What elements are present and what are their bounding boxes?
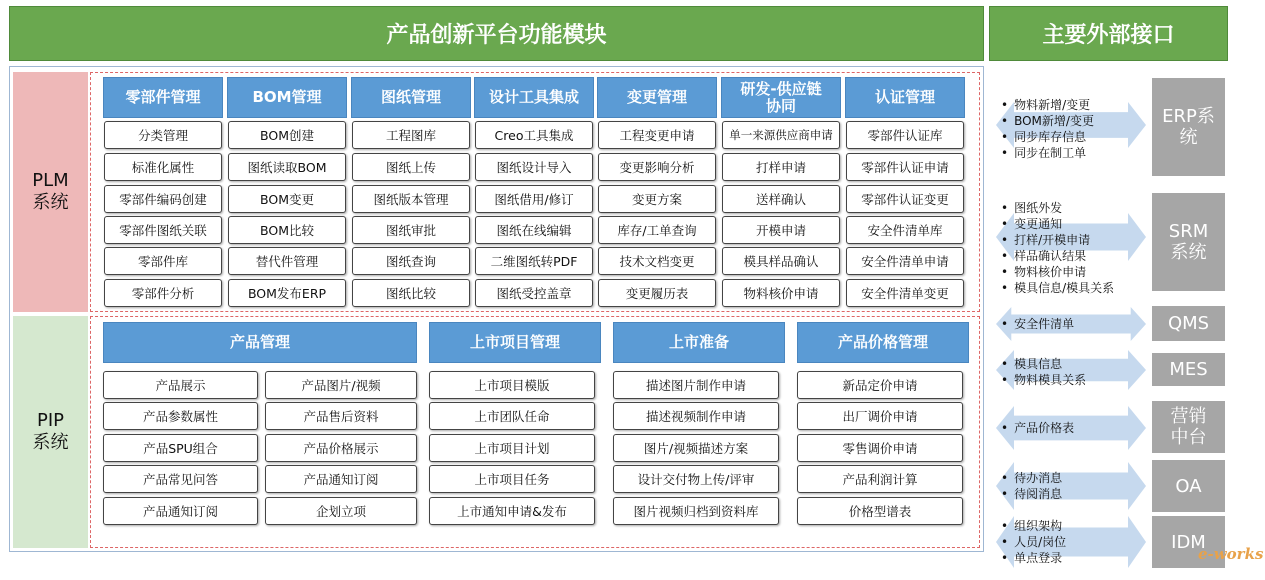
plm-column-header: BOM管理 [227, 77, 347, 118]
plm-function-item[interactable]: 技术文档变更 [598, 247, 716, 275]
plm-function-item[interactable]: 开模申请 [722, 216, 840, 244]
pip-function-item[interactable]: 产品图片/视频 [265, 371, 417, 399]
plm-function-item[interactable]: 图纸查询 [352, 247, 470, 275]
interface-data-item: • 产品价格表 [1001, 420, 1074, 436]
pip-function-item[interactable]: 上市项目计划 [429, 434, 595, 462]
pip-function-item[interactable]: 产品利润计算 [797, 465, 963, 493]
interface-item-list [1001, 420, 1074, 436]
plm-function-item[interactable]: 图纸读取BOM [228, 153, 346, 181]
interface-item-list [1001, 356, 1086, 388]
external-system-box[interactable]: ERP系 统 [1152, 78, 1225, 176]
plm-function-item[interactable]: 安全件清单变更 [846, 279, 964, 307]
external-system-box[interactable]: 营销 中台 [1152, 401, 1225, 453]
plm-function-item[interactable]: 工程变更申请 [598, 121, 716, 149]
pip-function-item[interactable]: 产品参数属性 [103, 402, 258, 430]
plm-function-item[interactable]: 变更方案 [598, 185, 716, 213]
interface-data-item: • 组织架构 [1001, 518, 1066, 534]
interface-item-list [1001, 316, 1074, 332]
plm-function-item[interactable]: 变更履历表 [598, 279, 716, 307]
plm-function-item[interactable]: 二维图纸转PDF [475, 247, 593, 275]
external-system-box[interactable]: QMS [1152, 306, 1225, 341]
interface-data-item: • 图纸外发 [1001, 200, 1114, 216]
interface-item-list [1001, 470, 1062, 502]
pip-column-header: 产品价格管理 [797, 322, 969, 363]
plm-function-item[interactable]: 零部件认证变更 [846, 185, 964, 213]
pip-function-item[interactable]: 上市通知申请&发布 [429, 497, 595, 525]
pip-function-item[interactable]: 产品通知订阅 [103, 497, 258, 525]
external-system-box[interactable]: IDM [1152, 516, 1225, 568]
plm-function-item[interactable]: 图纸版本管理 [352, 185, 470, 213]
pip-function-item[interactable]: 新品定价申请 [797, 371, 963, 399]
plm-function-item[interactable]: 安全件清单库 [846, 216, 964, 244]
watermark-logo: e-works [1198, 545, 1264, 563]
interface-data-item: • 物料核价申请 [1001, 264, 1114, 280]
plm-column-header: 研发-供应链 协同 [721, 77, 841, 118]
pip-column-header: 上市项目管理 [429, 322, 601, 363]
plm-function-item[interactable]: 送样确认 [722, 185, 840, 213]
pip-function-item[interactable]: 产品通知订阅 [265, 465, 417, 493]
pip-function-item[interactable]: 企划立项 [265, 497, 417, 525]
plm-column-header: 零部件管理 [103, 77, 223, 118]
plm-function-item[interactable]: BOM比较 [228, 216, 346, 244]
interface-item-list [1001, 200, 1114, 296]
plm-function-item[interactable]: 分类管理 [104, 121, 222, 149]
plm-function-item[interactable]: BOM发布ERP [228, 279, 346, 307]
plm-function-item[interactable]: 图纸设计导入 [475, 153, 593, 181]
plm-function-item[interactable]: 替代件管理 [228, 247, 346, 275]
plm-function-item[interactable]: 打样申请 [722, 153, 840, 181]
plm-function-item[interactable]: 零部件库 [104, 247, 222, 275]
pip-function-item[interactable]: 描述图片制作申请 [613, 371, 779, 399]
interface-data-item: • 人员/岗位 [1001, 534, 1066, 550]
external-system-box[interactable]: OA [1152, 460, 1225, 512]
interface-data-item: • 同步库存信息 [1001, 129, 1094, 145]
interface-data-item: • 样品确认结果 [1001, 248, 1114, 264]
plm-function-item[interactable]: 零部件分析 [104, 279, 222, 307]
plm-column-header: 图纸管理 [351, 77, 471, 118]
plm-function-item[interactable]: 库存/工单查询 [598, 216, 716, 244]
plm-function-item[interactable]: 零部件图纸关联 [104, 216, 222, 244]
interfaces-title: 主要外部接口 [989, 6, 1228, 61]
pip-column-header: 上市准备 [613, 322, 785, 363]
interface-data-item: • 变更通知 [1001, 216, 1114, 232]
plm-system-label: PLM 系统 [13, 72, 88, 312]
plm-function-item[interactable]: 图纸审批 [352, 216, 470, 244]
pip-function-item[interactable]: 上市项目任务 [429, 465, 595, 493]
plm-function-item[interactable]: BOM变更 [228, 185, 346, 213]
plm-function-item[interactable]: BOM创建 [228, 121, 346, 149]
pip-function-item[interactable]: 上市项目模版 [429, 371, 595, 399]
plm-column-header: 认证管理 [845, 77, 965, 118]
interface-data-item: • 待办消息 [1001, 470, 1062, 486]
plm-function-item[interactable]: 图纸在线编辑 [475, 216, 593, 244]
plm-function-item[interactable]: 图纸比较 [352, 279, 470, 307]
plm-function-item[interactable]: 工程图库 [352, 121, 470, 149]
pip-function-item[interactable]: 产品展示 [103, 371, 258, 399]
plm-function-item[interactable]: 模具样品确认 [722, 247, 840, 275]
interface-data-item: • 待阅消息 [1001, 486, 1062, 502]
pip-function-item[interactable]: 产品SPU组合 [103, 434, 258, 462]
interface-data-item: • 模具信息 [1001, 356, 1086, 372]
plm-function-item[interactable]: 标准化属性 [104, 153, 222, 181]
pip-column-header: 产品管理 [103, 322, 417, 363]
plm-function-item[interactable]: 零部件认证申请 [846, 153, 964, 181]
plm-function-item[interactable]: 零部件编码创建 [104, 185, 222, 213]
plm-function-item[interactable]: 图纸受控盖章 [475, 279, 593, 307]
pip-function-item[interactable]: 价格型谱表 [797, 497, 963, 525]
plm-column-header: 设计工具集成 [474, 77, 594, 118]
interface-data-item: • 物料模具关系 [1001, 372, 1086, 388]
plm-function-item[interactable]: 零部件认证库 [846, 121, 964, 149]
plm-function-item[interactable]: 变更影响分析 [598, 153, 716, 181]
interface-data-item: • 模具信息/模具关系 [1001, 280, 1114, 296]
interface-data-item: • 打样/开模申请 [1001, 232, 1114, 248]
pip-function-item[interactable]: 零售调价申请 [797, 434, 963, 462]
plm-function-item[interactable]: 图纸上传 [352, 153, 470, 181]
plm-function-item[interactable]: 单一来源供应商申请 [722, 121, 840, 149]
plm-function-item[interactable]: 安全件清单申请 [846, 247, 964, 275]
platform-title: 产品创新平台功能模块 [9, 6, 984, 61]
interface-item-list [1001, 97, 1094, 161]
external-system-box[interactable]: SRM 系统 [1152, 193, 1225, 291]
interface-data-item: • 单点登录 [1001, 550, 1066, 566]
pip-function-item[interactable]: 设计交付物上传/评审 [613, 465, 779, 493]
plm-function-item[interactable]: Creo工具集成 [475, 121, 593, 149]
plm-function-item[interactable]: 图纸借用/修订 [475, 185, 593, 213]
pip-function-item[interactable]: 出厂调价申请 [797, 402, 963, 430]
pip-function-item[interactable]: 产品常见问答 [103, 465, 258, 493]
plm-function-item[interactable]: 物料核价申请 [722, 279, 840, 307]
interface-data-item: • 物料新增/变更 [1001, 97, 1094, 113]
interface-data-item: • 同步在制工单 [1001, 145, 1094, 161]
interface-data-item: • BOM新增/变更 [1001, 113, 1094, 129]
pip-function-item[interactable]: 图片/视频描述方案 [613, 434, 779, 462]
pip-function-item[interactable]: 上市团队任命 [429, 402, 595, 430]
pip-function-item[interactable]: 产品售后资料 [265, 402, 417, 430]
external-system-box[interactable]: MES [1152, 353, 1225, 386]
plm-column-header: 变更管理 [597, 77, 717, 118]
interface-item-list [1001, 518, 1066, 566]
pip-system-label: PIP 系统 [13, 316, 88, 548]
pip-function-item[interactable]: 产品价格展示 [265, 434, 417, 462]
pip-function-item[interactable]: 描述视频制作申请 [613, 402, 779, 430]
pip-function-item[interactable]: 图片视频归档到资料库 [613, 497, 779, 525]
interface-data-item: • 安全件清单 [1001, 316, 1074, 332]
